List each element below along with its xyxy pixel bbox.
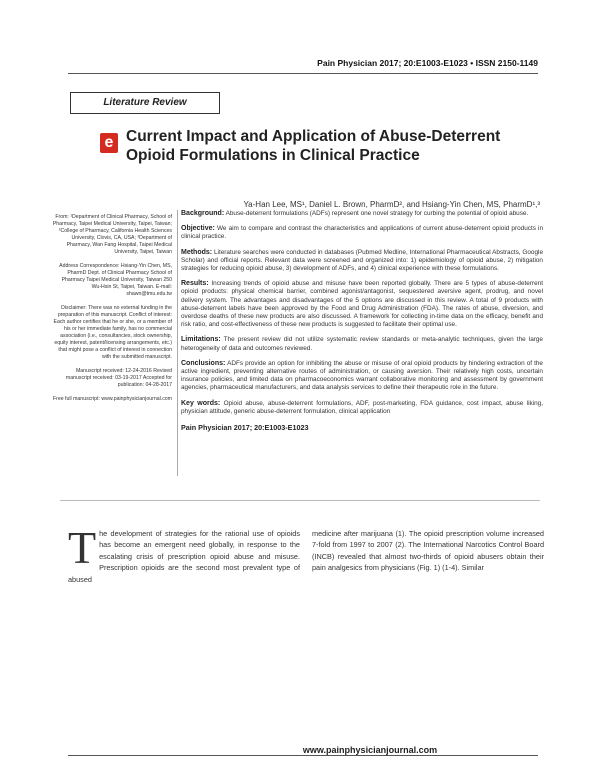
abstract bbox=[177, 210, 543, 476]
header-rule bbox=[68, 73, 538, 74]
abstract-methods: Methods: Literature searches were conducted in databases (Pubmed Medline, International Pharmaceutical Abstracts, Google Scholar) and official reports. Relevant data were screened and organized into: 1) epidemiology of opioid abuse, 2) mitigation strategies for reducing opioid abuse, 3) development of ADFs, and 4) clinical experience with these formulations. bbox=[181, 248, 543, 273]
body-column-1 bbox=[68, 522, 300, 585]
article-info-sidebar bbox=[52, 214, 172, 410]
manuscript-dates: Manuscript received: 12-24-2016 Revised manuscript received: 03-19-2017 Accepted for publication: 04-28-2017 bbox=[65, 368, 172, 388]
abstract-background: Background: Abuse-deterrent formulations (ADFs) represent one novel strategy for curbing the potential of opioid abuse. bbox=[181, 210, 529, 217]
abstract-limitations: Limitations: The present review did not utilize systematic review standards or meta-analytic techniques, given the large heterogeneity of data and outcomes reviewed. bbox=[181, 336, 543, 352]
correspondence: Address Correspondence: Hsiang-Yin Chen, MS, PharmD Dept. of Clinical Pharmacy School of Pharmacy Taipei Medical University, Taiwan 250 Wu-Hsin St, Taipei, Taiwan. E-mail: shawn@tmu.edu.tw bbox=[59, 263, 172, 297]
abstract-results: Results: Increasing trends of opioid abuse and misuse have been reported globally. There are 5 types of abuse-deterrent opioid products: physical chemical barrier, combined agonist/antagonist, sequestered aversive agent, prodrug, and novel delivery system. The advantages and disadvantages of the 5 options are discussed in this review. A total of 9 products with abuse-deterrent labels have been approved by the Food and Drug Administration (FDA). The rates of abuse, diversion, and overdose deaths of these new products are also discussed. A framework for collecting in-time data on the efficacy, benefit and risk ratio, and cost-effectiveness of these new products is suggested to facilitate their optimal use. bbox=[181, 280, 543, 329]
footer-rule bbox=[68, 755, 538, 756]
footer-url[interactable]: www.painphysicianjournal.com bbox=[302, 745, 438, 755]
section-label: Literature Review bbox=[70, 92, 220, 114]
abstract-keywords: Key words: Opioid abuse, abuse-deterrent formulations, ADF, post-marketing, FDA guidance, cost impact, abuse liking, physician attitude, generic abuse-deterrent formulation, clinical application bbox=[181, 399, 543, 415]
section-divider bbox=[60, 500, 540, 501]
drop-cap: T bbox=[68, 522, 97, 573]
body-column-2: medicine after marijuana (1). The opioid prescription volume increased 7-fold from 1997 to 2007 (2). The International Narcotics Control Board (INCB) revealed that almost two-thirds of opioid abusers obtain their pain analgesics from physicians (Fig. 1) (1-4). Similar bbox=[312, 529, 544, 573]
abstract-objective: Objective: We aim to compare and contrast the characteristics and applications of current abuse-deterrent opioid products in clinical practice. bbox=[181, 225, 543, 241]
citation: Pain Physician 2017; 20:E1003-E1023 bbox=[181, 423, 309, 433]
article-title: Current Impact and Application of Abuse-Deterrent Opioid Formulations in Clinical Practice bbox=[126, 128, 501, 164]
affiliations: From: ¹Department of Clinical Pharmacy, School of Pharmacy, Taipei Medical University, Taipei, Taiwan; ²College of Pharmacy, California Health Sciences University, Clovis, CA, USA; ³Department of Pharmacy, Wan Fang Hospital, Taipei Medical University, Taipei, Taiwan bbox=[52, 214, 172, 255]
epub-icon: e bbox=[100, 133, 118, 153]
free-manuscript-link[interactable]: Free full manuscript: www.painphysicianjournal.com bbox=[52, 396, 172, 402]
abstract-conclusions: Conclusions: ADFs provide an option for inhibiting the abuse or misuse of oral opioid products by hindering extraction of the active ingredient, preventing alternative routes of administration, or causing aversion. Their relatively high costs, uncertain insurance policies, and limited data on pharmacoeconomics warrant collaborative monitoring and assessment by government agencies, pharmaceutical manufacturers, and data analysis services to define their therapeutic role in the future. bbox=[181, 359, 543, 392]
author-list: Ya-Han Lee, MS¹, Daniel L. Brown, PharmD², and Hsiang-Yin Chen, MS, PharmD¹,³ bbox=[243, 200, 540, 209]
running-head: Pain Physician 2017; 20:E1003-E1023 • ISSN 2150-1149 bbox=[317, 58, 538, 68]
body-text-col1: he development of strategies for the rational use of opioids has become an emergent need globally, in response to the escalating crisis of prescription opioid abuse and misuse. Prescription opioids are the second most prevalent type of abused bbox=[68, 529, 300, 584]
disclaimer: Disclaimer: There was no external funding in the preparation of this manuscript. Conflict of interest: Each author certifies that he or she, or a member of his or her immediate family, has no commercial association (i.e., consultancies, stock ownership, equity interest, patent/licensing arrangements, etc.) that might pose a conflict of interest in connection with the submitted manuscript. bbox=[53, 305, 172, 360]
